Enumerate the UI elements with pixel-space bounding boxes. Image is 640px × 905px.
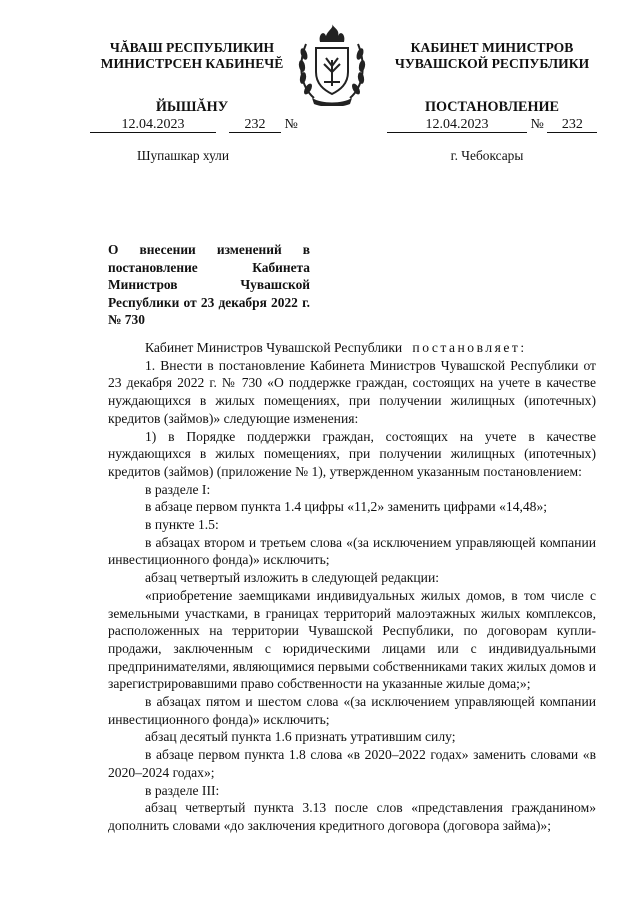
intro-lead: Кабинет Министров Чувашской Республики (145, 340, 403, 355)
header-left-line1: ЧĂВАШ РЕСПУБЛИКИН (109, 40, 275, 55)
paragraph: в пункте 1.5: (145, 517, 219, 533)
header-right-line1: КАБИНЕТ МИНИСТРОВ (410, 40, 574, 55)
intro-paragraph (108, 339, 596, 357)
document-body (108, 339, 596, 835)
city-right: г. Чебоксары (450, 148, 524, 163)
date-number-right (387, 117, 597, 133)
paragraph: в разделе III: (145, 782, 220, 798)
city-left: Шупашкар хули (136, 148, 230, 163)
paragraph: 1) в Порядке поддержки граждан, состоящих на учете в качестве нуждающихся в жилых помещениях, при получении жилищных (ипотечных) кредитов (займов) (приложение № 1), утвержденном указанным постановлением: (108, 428, 596, 479)
intro-spaced: постановляет: (412, 340, 527, 355)
paragraph: абзац четвертый пункта 3.13 после слов «представления гражданином» дополнить словами «до заключения кредитного договора (договора займа)»; (108, 800, 596, 833)
document-title: О внесении изменений в постановление Кабинета Министров Чувашской Республики от 23 декабря 2022 г. № 730 (108, 242, 310, 327)
header-right-block (382, 40, 602, 115)
header-right-line2: ЧУВАШСКОЙ РЕСПУБЛИКИ (394, 56, 590, 71)
date-left: 12.04.2023 (90, 117, 216, 133)
paragraph: абзац десятый пункта 1.6 признать утратившим силу; (145, 729, 456, 745)
paragraph: в абзацах пятом и шестом слова «(за исключением управляющей компании инвестиционного фонда)» исключить; (108, 694, 596, 727)
date-number-left (90, 117, 298, 133)
date-right: 12.04.2023 (387, 117, 527, 133)
header-left-block (82, 40, 302, 115)
emblem-svg (294, 20, 370, 106)
number-left: 232 (229, 117, 281, 133)
number-sign-left: № (284, 117, 298, 132)
paragraph: в разделе I: (145, 481, 211, 497)
header-left-doc-type: ЙЫШĂНУ (155, 99, 229, 115)
paragraph: в абзаце первом пункта 1.4 цифры «11,2» заменить цифрами «14,48»; (145, 499, 548, 515)
paragraph: 1. Внести в постановление Кабинета Министров Чувашской Республики от 23 декабря 2022 г. № 730 «О поддержке граждан, состоящих на учете в качестве нуждающихся в жилых помещениях, при получении жилищных (ипотечных) кредитов (займов)» следующие изменения: (108, 357, 596, 426)
number-sign-right: № (530, 117, 544, 132)
paragraph: «приобретение заемщиками индивидуальных жилых домов, в том числе с земельными участками, в границах территорий малоэтажных жилых комплексов, расположенных на территории Чувашской Республики, по договорам купли-продажи, заключенным с юридическими лицами или с индивидуальными предпринимателями, являющимися первыми собственниками таких жилых домов и зарегистрировавшими право собственности на указанные жилые дома;»; (108, 587, 596, 692)
number-right: 232 (547, 117, 597, 133)
paragraph: абзац четвертый изложить в следующей редакции: (145, 570, 440, 586)
header-right-doc-type: ПОСТАНОВЛЕНИЕ (424, 99, 560, 115)
chuvash-coat-of-arms-icon (294, 20, 370, 106)
paragraph: в абзацах втором и третьем слова «(за исключением управляющей компании инвестиционного фонда)» исключить; (108, 534, 596, 568)
header-left-line2: МИНИСТРСЕН КАБИНЕЧĔ (100, 56, 284, 71)
paragraph: в абзаце первом пункта 1.8 слова «в 2020–2022 годах» заменить словами «в 2020–2024 годах»; (108, 747, 596, 780)
